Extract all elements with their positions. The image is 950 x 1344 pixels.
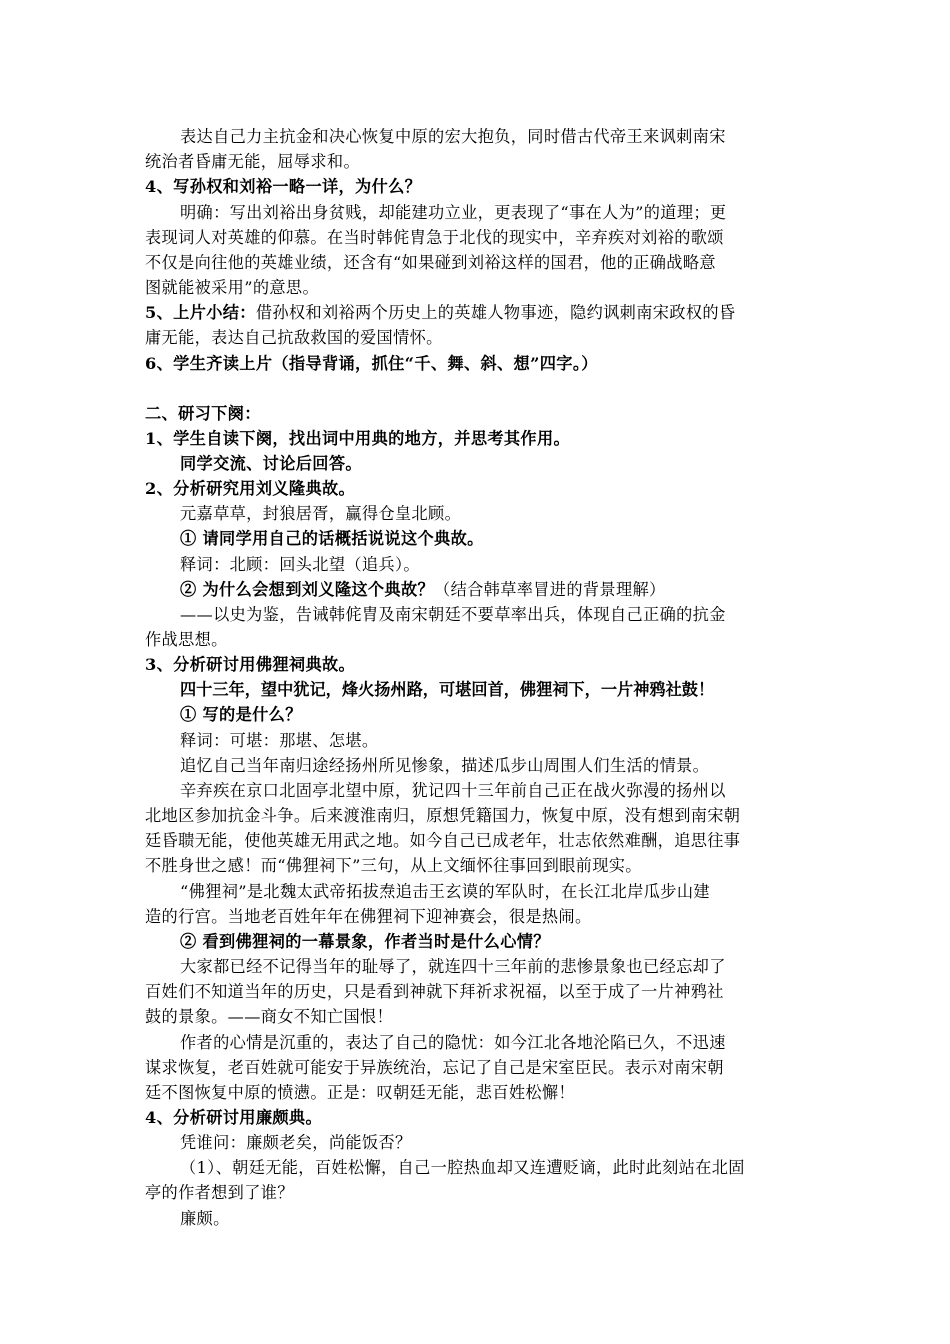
paragraph-line: 图就能被采用”的意思。: [145, 278, 319, 297]
paragraph-line: （1）、朝廷无能，百姓松懈，自己一腔热血却又连遭贬谪，此时此刻站在北固: [180, 1158, 745, 1177]
paragraph-line: ——以史为鉴，告诫韩侂胄及南宋朝廷不要草率出兵，体现自己正确的抗金: [180, 605, 726, 624]
summary-heading: 5、上片小结：: [145, 303, 256, 322]
paragraph-line: 作者的心情是沉重的，表达了自己的隐忧：如今江北各地沦陷已久，不迅速: [180, 1033, 726, 1052]
paragraph-line: 作战思想。: [145, 630, 228, 649]
paragraph-line: 追忆自己当年南归途经扬州所见惨象，描述瓜步山周围人们生活的情景。: [180, 756, 710, 775]
instruction-line: 同学交流、讨论后回答。: [180, 454, 362, 473]
section-heading: 1、学生自读下阕，找出词中用典的地方，并思考其作用。: [145, 429, 571, 448]
section-heading: 6、学生齐读上片（指导背诵，抓住“千、舞、斜、想”四字。）: [145, 354, 598, 373]
paragraph-line: 百姓们不知道当年的历史，只是看到神就下拜祈求祝福，以至于成了一片神鸦社: [145, 982, 724, 1001]
paragraph-line: 谋求恢复，老百姓就可能安于异族统治，忘记了自己是宋室臣民。表示对南宋朝: [145, 1058, 724, 1077]
paragraph-line: 不胜身世之感！而“佛狸祠下”三句，从上文缅怀往事回到眼前现实。: [145, 856, 642, 875]
section-heading: 4、写孙权和刘裕一略一详，为什么？: [145, 177, 422, 196]
question-line: [180, 578, 666, 602]
question-hint: （结合韩草率冒进的背景理解）: [434, 580, 666, 599]
paragraph-line: “佛狸祠”是北魏太武帝拓拔焘追击王玄谟的军队时，在长江北岸瓜步山建: [180, 882, 710, 901]
question-line: ① 写的是什么？: [180, 705, 302, 724]
paragraph-line: 造的行宫。当地老百姓年年在佛狸祠下迎神赛会，很是热闹。: [145, 907, 592, 926]
paragraph-line: 廷昏聩无能，使他英雄无用武之地。如今自己已成老年，壮志依然难酬，追思往事: [145, 831, 741, 850]
paragraph-line: 廉颇。: [180, 1209, 230, 1228]
part-heading: 二、研习下阕：: [145, 404, 261, 423]
quote-line: 元嘉草草，封狼居胥，赢得仓皇北顾。: [180, 504, 462, 523]
quote-line: 四十三年，望中犹记，烽火扬州路，可堪回首，佛狸祠下，一片神鸦社鼓！: [180, 680, 715, 699]
annotation-line: 释词：北顾：回头北望（追兵）。: [180, 555, 420, 574]
paragraph-line: 统治者昏庸无能，屈辱求和。: [145, 152, 360, 171]
paragraph-line: 鼓的景象。——商女不知亡国恨！: [145, 1007, 394, 1026]
paragraph-line: 表达自己力主抗金和决心恢复中原的宏大抱负，同时借古代帝王来讽刺南宋: [180, 127, 726, 146]
paragraph-line: 不仅是向往他的英雄业绩，还含有“如果碰到刘裕这样的国君，他的正确战略意: [145, 253, 716, 272]
paragraph-line: 大家都已经不记得当年的耻辱了，就连四十三年前的悲惨景象也已经忘却了: [180, 957, 726, 976]
section-heading: 4、分析研讨用廉颇典。: [145, 1108, 322, 1127]
paragraph-line: 北地区参加抗金斗争。后来渡淮南归，原想凭籍国力，恢复中原，没有想到南宋朝: [145, 806, 741, 825]
paragraph-line: 庸无能，表达自己抗敌救国的爱国情怀。: [145, 328, 443, 347]
paragraph-line: 廷不图恢复中原的愤懑。正是：叹朝廷无能，悲百姓松懈！: [145, 1083, 575, 1102]
section-heading: 3、分析研讨用佛狸祠典故。: [145, 655, 356, 674]
annotation-line: 释词：可堪：那堪、怎堪。: [180, 731, 379, 750]
question-line: ② 看到佛狸祠的一幕景象，作者当时是什么心情？: [180, 932, 550, 951]
section-heading: 2、分析研究用刘义隆典故。: [145, 479, 356, 498]
question-text: ② 为什么会想到刘义隆这个典故？: [180, 580, 435, 599]
paragraph-line: 辛弃疾在京口北固亭北望中原，犹记四十三年前自己正在战火弥漫的扬州以: [180, 781, 726, 800]
quote-line: 凭谁问：廉颇老矣，尚能饭否？: [180, 1133, 412, 1152]
paragraph-line: 亭的作者想到了谁？: [145, 1183, 294, 1202]
paragraph-line: 表现词人对英雄的仰慕。在当时韩侂胄急于北伐的现实中，辛弃疾对刘裕的歌颂: [145, 228, 724, 247]
question-line: ① 请同学用自己的话概括说说这个典故。: [180, 529, 484, 548]
paragraph-line: [145, 301, 735, 325]
paragraph-line: 明确：写出刘裕出身贫贱，却能建功立业，更表现了“事在人为”的道理；更: [180, 203, 727, 222]
summary-text: 借孙权和刘裕两个历史上的英雄人物事迹，隐约讽刺南宋政权的昏: [255, 303, 736, 322]
